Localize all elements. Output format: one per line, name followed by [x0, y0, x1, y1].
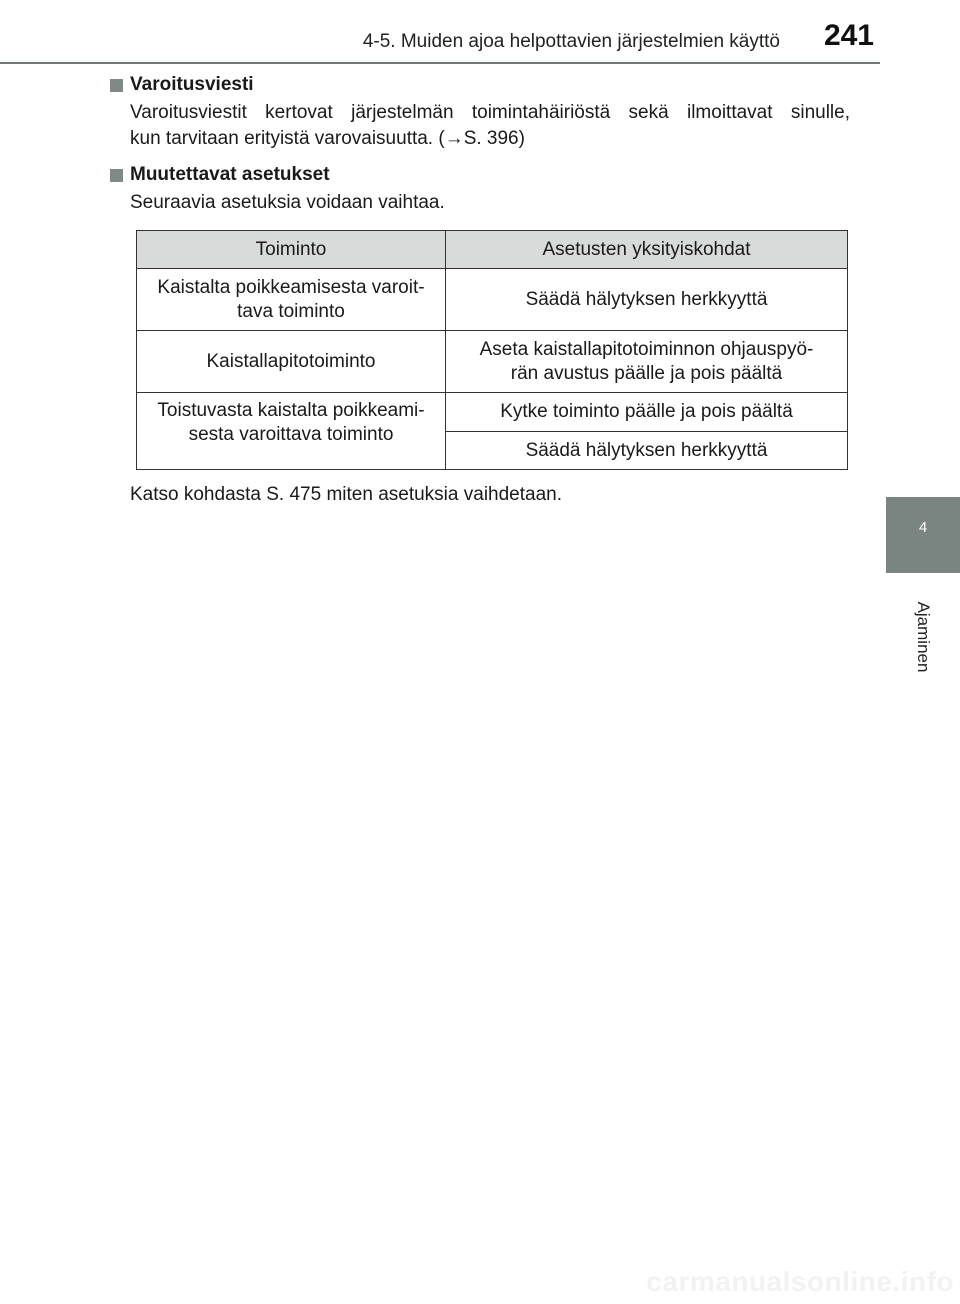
table-cell-details: [446, 393, 848, 432]
main-content: [110, 72, 850, 508]
warning-message-paragraph: [130, 100, 850, 152]
paragraph-line: Seuraavia asetuksia voidaan vaihtaa.: [130, 192, 445, 213]
table-header-details: Asetusten yksityiskohdat: [446, 231, 848, 269]
section-heading-text: Varoitusviesti: [130, 74, 254, 95]
settings-note: Katso kohdasta S. 475 miten asetuksia vaihdetaan.: [130, 484, 562, 505]
cell-line: Toistuvasta kaistalta poikkeami-: [157, 400, 425, 421]
cell-line: Kaistalta poikkeamisesta varoit-: [157, 276, 425, 298]
table-cell-function: [137, 393, 446, 470]
chapter-label: Ajaminen: [914, 601, 933, 673]
paragraph-line: kun tarvitaan erityistä varovaisuutta. (→S. 396): [130, 128, 525, 149]
page-header: [0, 0, 880, 62]
cell-line: Kaistallapitotoiminto: [206, 350, 376, 372]
cell-line: rän avustus päälle ja pois päältä: [510, 362, 783, 384]
cell-line: tava toiminto: [237, 300, 345, 322]
table-cell-function: [137, 331, 446, 393]
chapter-side-tab: [886, 497, 960, 701]
table-header-function: Toiminto: [137, 231, 446, 269]
chapter-label-box: [886, 573, 960, 701]
cell-line: Kytke toiminto päälle ja pois päältä: [500, 401, 793, 422]
paragraph-line: Varoitusviestit kertovat järjestelmän toimintahäiriöstä sekä ilmoittavat sinulle,: [130, 102, 850, 123]
table-cell-details: [446, 432, 848, 470]
header-divider: [0, 62, 880, 64]
page-number: 241: [823, 19, 874, 52]
square-bullet-icon: [110, 79, 123, 92]
cell-line: Aseta kaistallapitotoiminnon ohjauspyö-: [479, 338, 814, 360]
section-heading-text: Muutettavat asetukset: [130, 164, 330, 185]
header-section-title: 4-5. Muiden ajoa helpottavien järjestelmien käyttö: [362, 31, 780, 52]
cell-line: Säädä hälytyksen herkkyyttä: [525, 439, 768, 461]
table-row: [137, 393, 848, 432]
table-cell-details: [446, 269, 848, 331]
table-row: [137, 331, 848, 393]
table-cell-function: [137, 269, 446, 331]
table-cell-details: [446, 331, 848, 393]
watermark: carmanualsonline.info: [646, 1266, 954, 1297]
table-header-row: [137, 231, 848, 269]
section-heading-warning-message: [110, 72, 850, 98]
table-row: [137, 269, 848, 331]
square-bullet-icon: [110, 169, 123, 182]
chapter-number: 4: [886, 497, 960, 573]
settings-table: [136, 230, 848, 470]
changeable-settings-paragraph: [130, 190, 850, 216]
cell-line: sesta varoittava toiminto: [188, 424, 394, 445]
cell-line: Säädä hälytyksen herkkyyttä: [525, 288, 768, 310]
section-heading-changeable-settings: [110, 162, 850, 188]
